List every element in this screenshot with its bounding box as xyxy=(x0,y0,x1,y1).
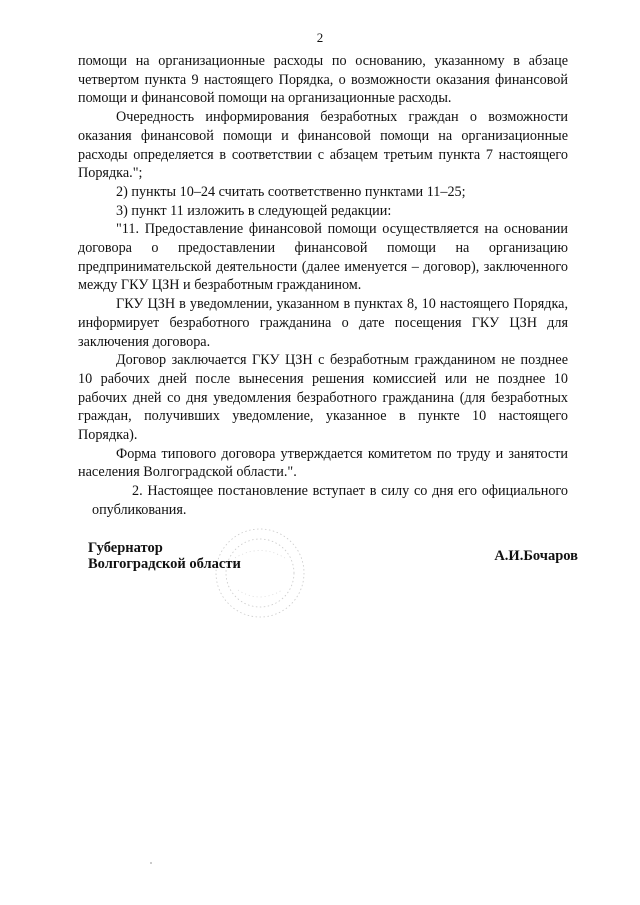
page-number: 2 xyxy=(316,30,324,45)
paragraph: "11. Предоставление финансовой помощи осуществляется на основании договора о предоставлении финансовой помощи на организацию предпринимательской деятельности (далее именуется – договор), заключенного между ГКУ ЦЗН и безработным гражданином. xyxy=(78,221,568,294)
signatory-name: А.И.Бочаров xyxy=(494,548,578,564)
signatory-region: Волгоградской области xyxy=(88,556,241,572)
paragraph: Договор заключается ГКУ ЦЗН с безработным гражданином не позднее 10 рабочих дней после вынесения решения комиссией или не позднее 10 рабочих дней со дня уведомления безработного гражданина (для безработных граждан, получивших уведомление, указанное в пункте 10 настоящего Порядка). xyxy=(78,352,568,444)
paragraph: Форма типового договора утверждается комитетом по труду и занятости населения Волгоградской области.". xyxy=(78,445,568,481)
paragraph: помощи на организационные расходы по основанию, указанному в абзаце четвертом пункта 9 настоящего Порядка, о возможности оказания финансовой помощи и финансовой помощи на организационные расходы. xyxy=(78,53,568,107)
signatory-position xyxy=(88,540,241,572)
scan-speck xyxy=(150,862,152,864)
paragraph: ГКУ ЦЗН в уведомлении, указанном в пунктах 8, 10 настоящего Порядка, информирует безработного гражданина о дате посещения ГКУ ЦЗН для заключения договора. xyxy=(78,296,568,350)
paragraph: 2) пункты 10–24 считать соответственно пунктами 11–25; xyxy=(116,183,466,200)
paragraph: 2. Настоящее постановление вступает в силу со дня его официального опубликования. xyxy=(92,483,568,518)
stamp-seal-icon xyxy=(210,518,310,628)
signatory-title: Губернатор xyxy=(88,540,163,556)
document-body xyxy=(78,52,568,520)
paragraph: 3) пункт 11 изложить в следующей редакции: xyxy=(116,202,392,219)
paragraph: Очередность информирования безработных граждан о возможности оказания финансовой помощи и финансовой помощи на организационные расходы определяется в соответствии с абзацем третьим пункта 7 настоящего Порядка."; xyxy=(78,109,568,182)
